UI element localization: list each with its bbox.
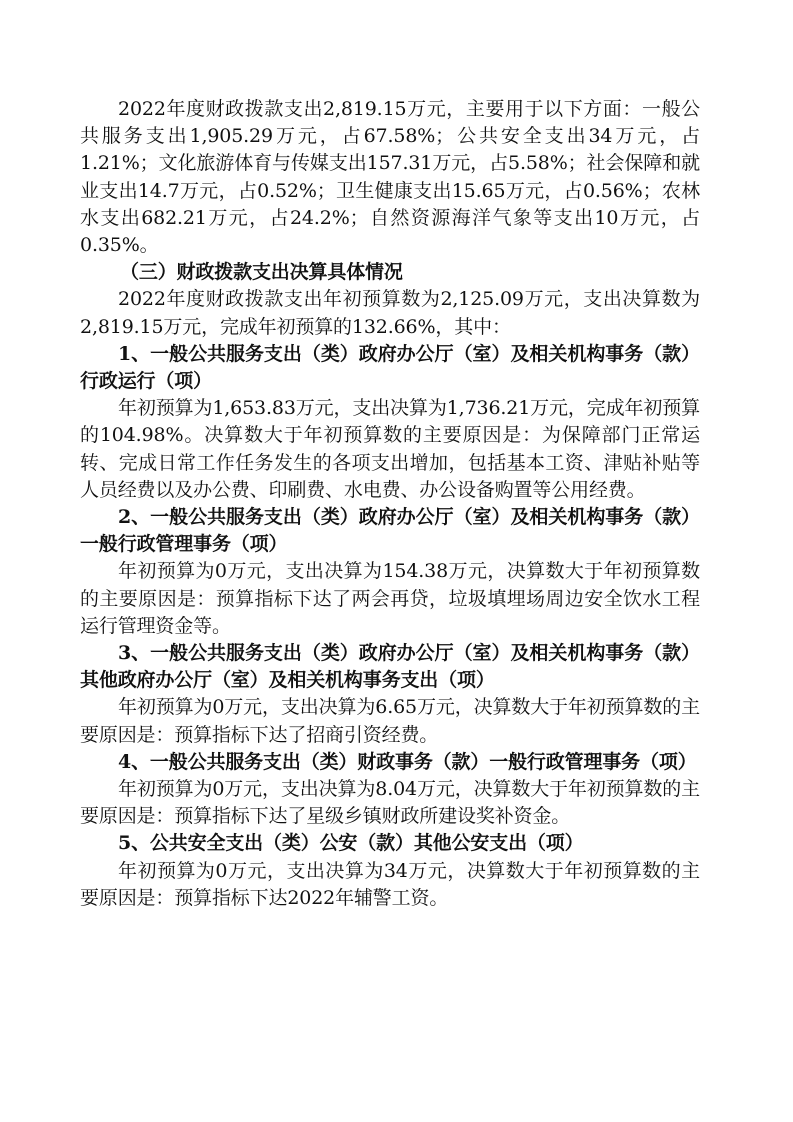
item-5-heading: 5、公共安全支出（类）公安（款）其他公安支出（项） — [118, 832, 584, 855]
item-3-paragraph: 年初预算为0万元，支出决算为6.65万元，决算数大于年初预算数的主要原因是：预算指标下达了招商引资经费。 — [80, 696, 700, 746]
document-body — [80, 96, 700, 912]
budget-overview-paragraph: 2022年度财政拨款支出年初预算数为2,125.09万元，支出决算数为2,819.15万元，完成年初预算的132.66%，其中： — [80, 288, 700, 338]
item-2-paragraph: 年初预算为0万元，支出决算为154.38万元，决算数大于年初预算数的主要原因是：预算指标下达了两会再贷，垃圾填埋场周边安全饮水工程运行管理资金等。 — [80, 560, 700, 637]
section-heading-3: （三）财政拨款支出决算具体情况 — [120, 261, 403, 284]
item-4-paragraph: 年初预算为0万元，支出决算为8.04万元，决算数大于年初预算数的主要原因是：预算指标下达了星级乡镇财政所建设奖补资金。 — [80, 778, 700, 828]
item-4-heading: 4、一般公共服务支出（类）财政事务（款）一般行政管理事务（项） — [118, 750, 697, 773]
expenditure-summary-paragraph: 2022年度财政拨款支出2,819.15万元，主要用于以下方面：一般公共服务支出1,905.29万元，占67.58%；公共安全支出34万元，占1.21%；文化旅游体育与传媒支出157.31万元，占5.58%；社会保障和就业支出14.7万元，占0.52%；卫生健康支出15.65万元，占0.56%；农林水支出682.21万元，占24.2%；自然资源海洋气象等支出10万元，占0.35%。 — [80, 98, 700, 257]
item-1-paragraph: 年初预算为1,653.83万元，支出决算为1,736.21万元，完成年初预算的104.98%。决算数大于年初预算数的主要原因是：为保障部门正常运转、完成日常工作任务发生的各项支出增加，包括基本工资、津贴补贴等人员经费以及办公费、印刷费、水电费、办公设备购置等公用经费。 — [80, 397, 700, 501]
item-1-heading: 1、一般公共服务支出（类）政府办公厅（室）及相关机构事务（款）行政运行（项） — [80, 342, 700, 393]
item-2-heading: 2、一般公共服务支出（类）政府办公厅（室）及相关机构事务（款）一般行政管理事务（项） — [80, 506, 700, 556]
item-5-paragraph: 年初预算为0万元，支出决算为34万元，决算数大于年初预算数的主要原因是：预算指标下达2022年辅警工资。 — [80, 859, 700, 909]
item-3-heading: 3、一般公共服务支出（类）政府办公厅（室）及相关机构事务（款）其他政府办公厅（室）及相关机构事务支出（项） — [80, 642, 700, 692]
